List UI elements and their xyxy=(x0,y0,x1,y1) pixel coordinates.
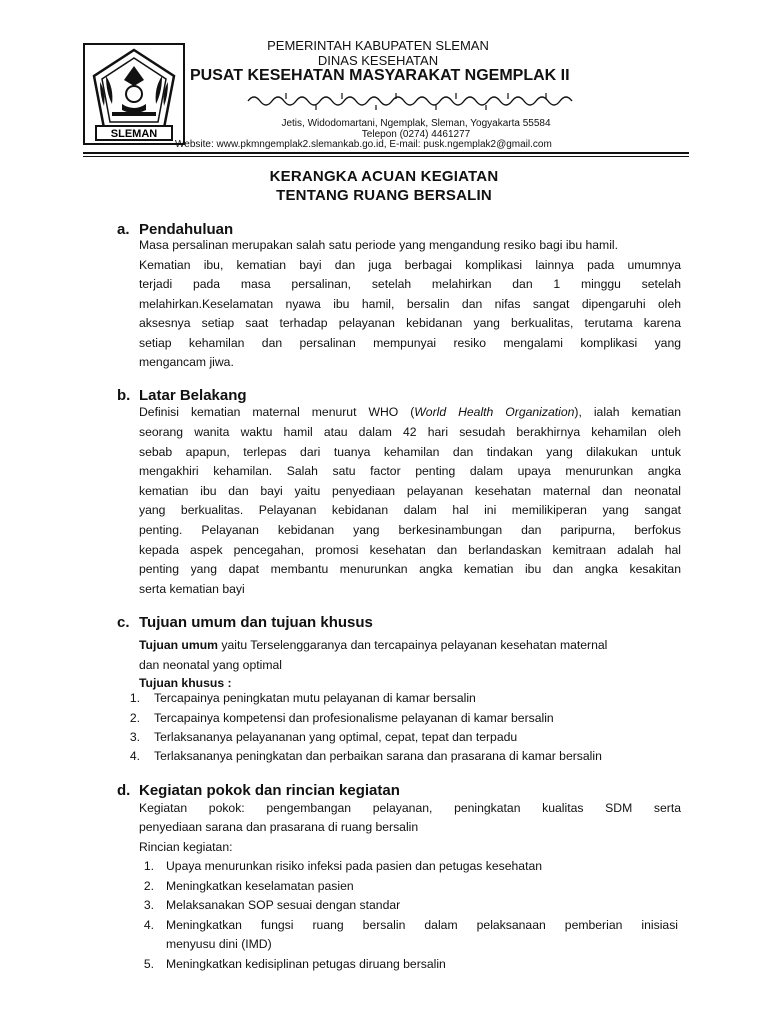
section-letter: a. xyxy=(117,221,130,238)
letterhead-divider xyxy=(83,152,689,154)
section-b-line: yang berkualitas. Pelayanan kebidanan dalam hal ini memilikiperan yang sangat xyxy=(139,503,681,517)
kop-line-2: DINAS KESEHATAN xyxy=(317,53,439,68)
doc-title-line-1: KERANGKA ACUAN KEGIATAN xyxy=(269,168,499,185)
sleman-logo-icon xyxy=(82,42,186,146)
section-title: Pendahuluan xyxy=(139,221,234,238)
tujuan-khusus-label: Tujuan khusus : xyxy=(139,676,232,690)
section-letter: c. xyxy=(117,614,130,631)
section-a-line: aksesnya setiap saat terhadap pelayanan kebidanan yang berkualitas, terutama karena xyxy=(139,316,681,330)
section-title: Kegiatan pokok dan rincian kegiatan xyxy=(139,782,400,799)
kegiatan-pokok-line-2: penyediaan sarana dan prasarana di ruang bersalin xyxy=(139,820,419,834)
section-b-line: kepada aspek pencegahan, promosi kesehatan dan berlandaskan kemitraan adalah hal xyxy=(139,543,681,557)
kop-website: Website: www.pkmngemplak2.slemankab.go.id, E-mail: pusk.ngemplak2@gmail.com xyxy=(175,139,552,150)
section-b-heading xyxy=(117,387,247,404)
section-a-line: melahirkan.Keselamatan nyawa ibu hamil, bersalin dan nifas sangat dipengaruhi oleh xyxy=(139,297,681,311)
section-a-line: Masa persalinan merupakan salah satu periode yang mengandung resiko bagi ibu hamil. xyxy=(139,238,618,252)
doc-title-line-2: TENTANG RUANG BERSALIN xyxy=(276,187,492,204)
section-letter: b. xyxy=(117,387,131,404)
kop-phone: Telepon (0274) 4461277 xyxy=(361,129,471,140)
tujuan-umum-line-2: dan neonatal yang optimal xyxy=(139,658,282,672)
section-a-line: mengancam jiwa. xyxy=(139,355,234,369)
section-b-line: sebab apapun, terlepas dari tuanya kehamilan dan tindakan yang dilakukan untuk xyxy=(139,445,681,459)
section-b-line: seorang wanita waktu hamil atau dalam 42 hari sesudah berakhirnya kehamilan oleh xyxy=(139,425,681,439)
logo-text: SLEMAN xyxy=(110,128,158,140)
section-a-line: Kematian ibu, kematian bayi dan juga berbagai komplikasi lainnya pada umumnya xyxy=(139,258,681,272)
section-a-line: setiap kehamilan dan persalinan mempunyai resiko mengalami komplikasi yang xyxy=(139,336,681,350)
section-b-line: kematian ibu dan bayi yaitu penyediaan pelayanan kesehatan maternal dan neonatal xyxy=(139,484,681,498)
section-b-line: mengakhiri kehamilan. Salah satu factor penting dalam upaya menurunkan angka xyxy=(139,464,681,478)
kop-address: Jetis, Widodomartani, Ngemplak, Sleman, Yogyakarta 55584 xyxy=(281,118,551,129)
section-b-line: penting yang dapat membantu menurunkan angka kematian ibu dan angka kesakitan xyxy=(139,562,681,576)
section-b-line: serta kematian bayi xyxy=(139,582,245,596)
section-title: Latar Belakang xyxy=(139,387,247,404)
kop-line-3: PUSAT KESEHATAN MASYARAKAT NGEMPLAK II xyxy=(190,67,570,84)
javanese-script-icon xyxy=(246,89,576,111)
section-title: Tujuan umum dan tujuan khusus xyxy=(139,614,373,631)
section-d-heading xyxy=(117,782,400,799)
kop-line-1: PEMERINTAH KABUPATEN SLEMAN xyxy=(267,38,489,53)
letterhead-divider-thin xyxy=(83,156,689,157)
section-b-line-1: Definisi kematian maternal menurut WHO (World Health Organization), ialah kematian xyxy=(139,405,682,419)
section-b-line: penting. Pelayanan kebidanan yang berkesinambungan dan paripurna, berfokus xyxy=(139,523,681,537)
tujuan-umum: Tujuan umum yaitu Terselenggaranya dan tercapainya pelayanan kesehatan maternal xyxy=(139,638,608,652)
rincian-kegiatan-label: Rincian kegiatan: xyxy=(139,840,233,854)
section-a-heading xyxy=(117,221,233,238)
section-c-heading xyxy=(117,614,373,631)
section-a-line: terjadi pada masa persalinan, setelah melahirkan dan 1 minggu setelah xyxy=(139,277,681,291)
kegiatan-pokok-line-1: Kegiatan pokok: pengembangan pelayanan, peningkatan kualitas SDM serta xyxy=(139,801,681,815)
section-letter: d. xyxy=(117,782,131,799)
